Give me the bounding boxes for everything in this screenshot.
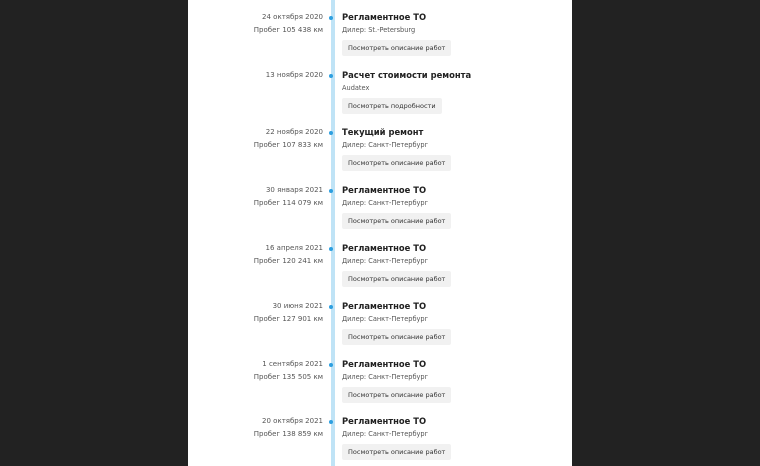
entry-date: 24 октября 2020 bbox=[262, 13, 323, 21]
entry-date: 30 января 2021 bbox=[265, 186, 323, 194]
entry-mileage: Пробег 105 438 км bbox=[253, 26, 323, 34]
history-entry bbox=[188, 115, 572, 173]
entry-dealer: Дилер: Санкт-Петербург bbox=[342, 430, 429, 438]
history-entry bbox=[188, 173, 572, 231]
entry-date: 16 апреля 2021 bbox=[265, 244, 323, 252]
entry-source: Audatex bbox=[342, 84, 370, 92]
view-work-description-button[interactable]: Посмотреть описание работ bbox=[342, 213, 451, 229]
entry-title: Расчет стоимости ремонта bbox=[342, 70, 472, 80]
entry-mileage: Пробег 114 079 км bbox=[253, 199, 323, 207]
entry-mileage: Пробег 135 505 км bbox=[253, 373, 323, 381]
history-entry bbox=[188, 58, 572, 116]
timeline-dot bbox=[329, 131, 333, 135]
view-work-description-button[interactable]: Посмотреть описание работ bbox=[342, 329, 451, 345]
view-details-button[interactable]: Посмотреть подробности bbox=[342, 98, 442, 114]
timeline-dot bbox=[329, 247, 333, 251]
timeline-dot bbox=[329, 305, 333, 309]
entry-title: Текущий ремонт bbox=[342, 127, 424, 137]
entry-date: 13 ноября 2020 bbox=[265, 71, 323, 79]
view-work-description-button[interactable]: Посмотреть описание работ bbox=[342, 155, 451, 171]
entry-title: Регламентное ТО bbox=[342, 12, 427, 22]
entry-title: Регламентное ТО bbox=[342, 301, 427, 311]
entry-date: 1 сентября 2021 bbox=[262, 360, 323, 368]
entry-dealer: Дилер: Санкт-Петербург bbox=[342, 257, 429, 265]
entry-mileage: Пробег 120 241 км bbox=[253, 257, 323, 265]
view-work-description-button[interactable]: Посмотреть описание работ bbox=[342, 444, 451, 460]
entry-dealer: Дилер: Санкт-Петербург bbox=[342, 199, 429, 207]
entry-title: Регламентное ТО bbox=[342, 243, 427, 253]
entry-title: Регламентное ТО bbox=[342, 416, 427, 426]
entry-dealer: Дилер: St.-Petersburg bbox=[342, 26, 416, 34]
history-entry bbox=[188, 289, 572, 347]
history-entry bbox=[188, 0, 572, 58]
entry-dealer: Дилер: Санкт-Петербург bbox=[342, 315, 429, 323]
entry-mileage: Пробег 107 833 км bbox=[253, 141, 323, 149]
entry-title: Регламентное ТО bbox=[342, 185, 427, 195]
timeline-dot bbox=[329, 420, 333, 424]
entry-mileage: Пробег 138 859 км bbox=[253, 430, 323, 438]
history-entry bbox=[188, 231, 572, 289]
timeline-dot bbox=[329, 189, 333, 193]
timeline-dot bbox=[329, 16, 333, 20]
view-work-description-button[interactable]: Посмотреть описание работ bbox=[342, 40, 451, 56]
history-entry bbox=[188, 347, 572, 405]
timeline-dot bbox=[329, 74, 333, 78]
history-entry bbox=[188, 404, 572, 462]
entry-date: 22 ноября 2020 bbox=[265, 128, 323, 136]
timeline-dot bbox=[329, 363, 333, 367]
view-work-description-button[interactable]: Посмотреть описание работ bbox=[342, 271, 451, 287]
entry-mileage: Пробег 127 901 км bbox=[253, 315, 323, 323]
entry-date: 20 октября 2021 bbox=[262, 417, 323, 425]
view-work-description-button[interactable]: Посмотреть описание работ bbox=[342, 387, 451, 403]
entry-dealer: Дилер: Санкт-Петербург bbox=[342, 373, 429, 381]
entry-dealer: Дилер: Санкт-Петербург bbox=[342, 141, 429, 149]
entry-date: 30 июня 2021 bbox=[272, 302, 323, 310]
service-history-panel bbox=[188, 0, 572, 466]
entry-title: Регламентное ТО bbox=[342, 359, 427, 369]
